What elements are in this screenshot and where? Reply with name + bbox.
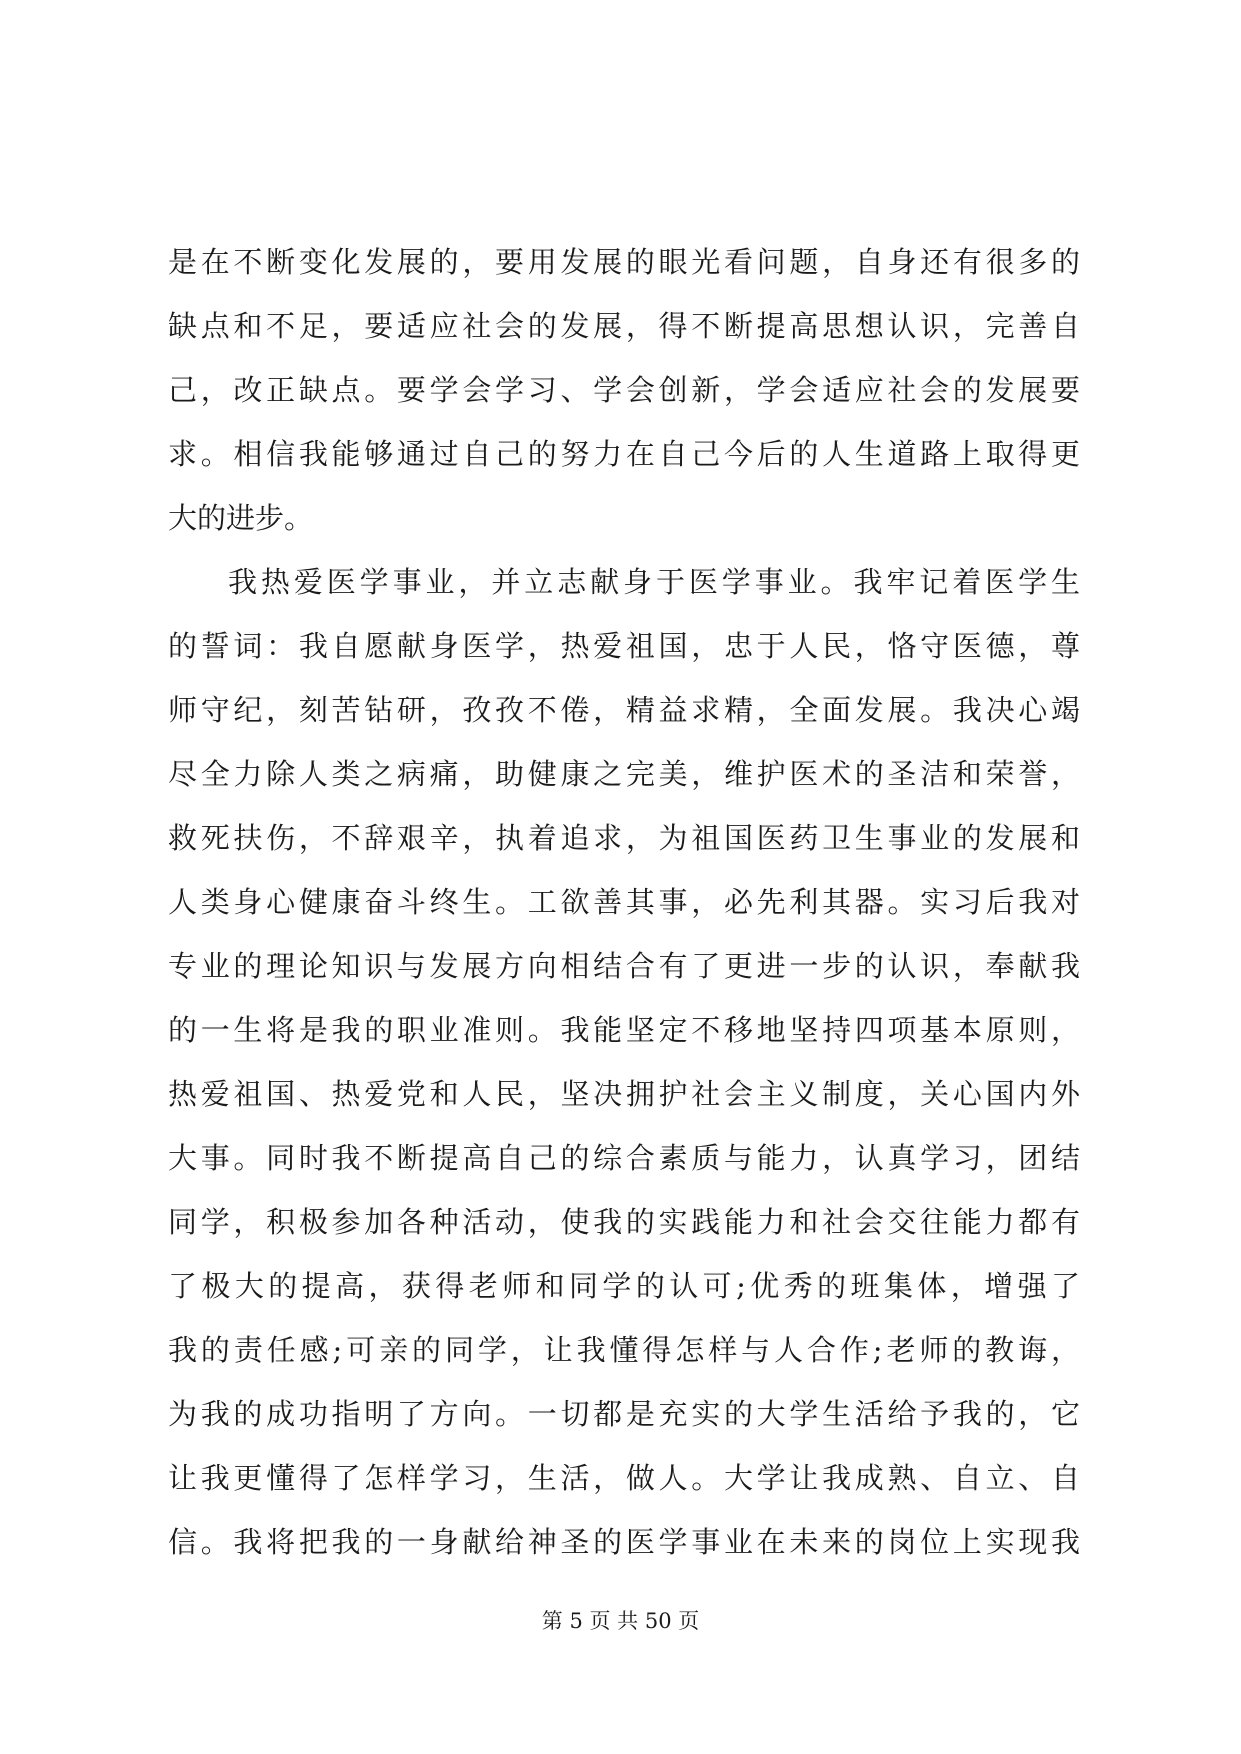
text-line: 缺点和不足，要适应社会的发展，得不断提高思想认识，完善自 — [168, 309, 1080, 343]
text-line: 人类身心健康奋斗终生。工欲善其事，必先利其器。实习后我对 — [168, 885, 1080, 919]
text-line: 己，改正缺点。要学会学习、学会创新，学会适应社会的发展要 — [168, 373, 1080, 407]
text-line: 让我更懂得了怎样学习，生活，做人。大学让我成熟、自立、自 — [168, 1461, 1080, 1495]
text-line: 我热爱医学事业，并立志献身于医学事业。我牢记着医学生 — [228, 565, 1080, 599]
text-line: 专业的理论知识与发展方向相结合有了更进一步的认识，奉献我 — [168, 949, 1080, 983]
paragraph — [168, 550, 1080, 1574]
text-line: 大事。同时我不断提高自己的综合素质与能力，认真学习，团结 — [168, 1141, 1080, 1175]
text-line: 同学，积极参加各种活动，使我的实践能力和社会交往能力都有 — [168, 1205, 1080, 1239]
text-line: 是在不断变化发展的，要用发展的眼光看问题，自身还有很多的 — [168, 245, 1080, 279]
text-line: 尽全力除人类之病痛，助健康之完美，维护医术的圣洁和荣誉， — [168, 757, 1080, 791]
paragraph — [168, 230, 1080, 550]
text-line: 我的责任感;可亲的同学，让我懂得怎样与人合作;老师的教诲， — [168, 1333, 1080, 1367]
document-body — [168, 230, 1080, 1574]
text-line: 的誓词：我自愿献身医学，热爱祖国，忠于人民，恪守医德，尊 — [168, 629, 1080, 663]
text-line: 师守纪，刻苦钻研，孜孜不倦，精益求精，全面发展。我决心竭 — [168, 693, 1080, 727]
text-line: 救死扶伤，不辞艰辛，执着追求，为祖国医药卫生事业的发展和 — [168, 821, 1080, 855]
text-line: 信。我将把我的一身献给神圣的医学事业在未来的岗位上实现我 — [168, 1525, 1080, 1559]
text-line: 了极大的提高，获得老师和同学的认可;优秀的班集体，增强了 — [168, 1269, 1080, 1303]
page-footer: 第 5 页 共 50 页 — [541, 1609, 700, 1633]
text-line: 的一生将是我的职业准则。我能坚定不移地坚持四项基本原则， — [168, 1013, 1080, 1047]
text-line: 求。相信我能够通过自己的努力在自己今后的人生道路上取得更 — [168, 437, 1080, 471]
text-line: 为我的成功指明了方向。一切都是充实的大学生活给予我的，它 — [168, 1397, 1080, 1431]
text-line: 热爱祖国、热爱党和人民，坚决拥护社会主义制度，关心国内外 — [168, 1077, 1080, 1111]
text-line: 大的进步。 — [168, 501, 314, 535]
